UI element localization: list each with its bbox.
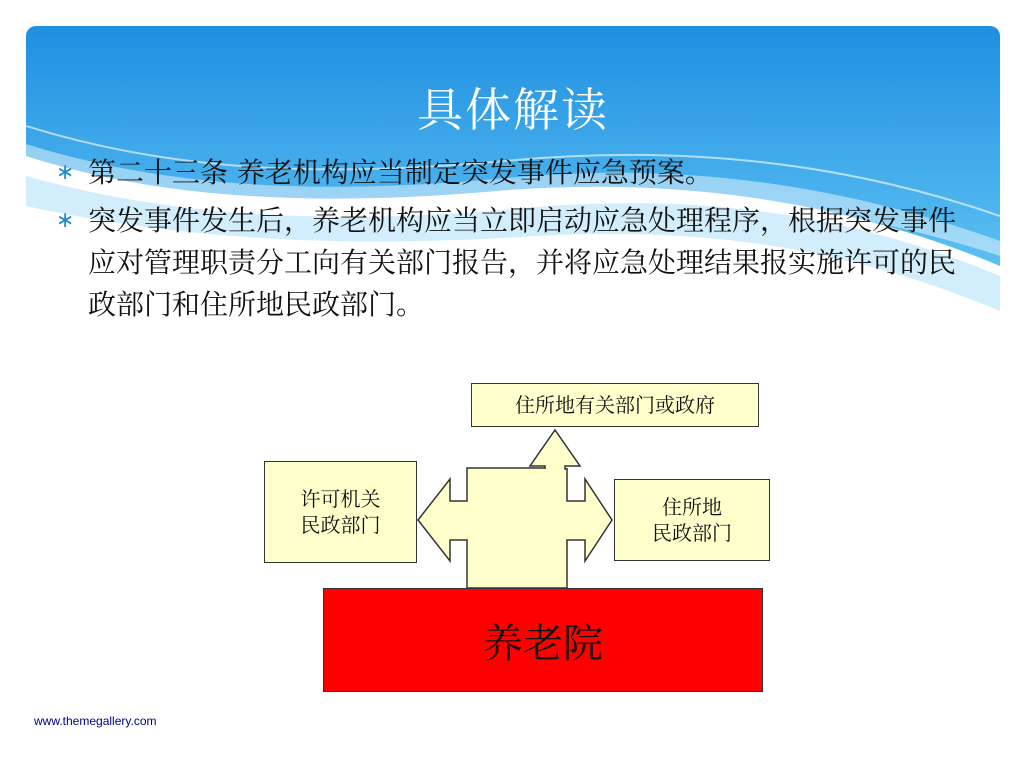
bullet-asterisk-icon: ∗ xyxy=(56,160,75,185)
right-box-line1: 住所地 xyxy=(662,495,722,519)
bullet-text: 第二十三条 养老机构应当制定突发事件应急预案。 xyxy=(88,156,713,189)
top-box-local-authority: 住所地有关部门或政府 xyxy=(471,383,759,427)
footer-url: www.themegallery.com xyxy=(34,714,157,728)
left-box-line2: 民政部门 xyxy=(300,513,381,537)
slide-title: 具体解读 xyxy=(417,83,609,137)
bullet-text: 突发事件发生后，养老机构应当立即启动应急处理程序，根据突发事件应对管理职责分工向有关部门报告，并将应急处理结果报实施许可的民政部门和住所地民政部门。 xyxy=(88,204,957,321)
right-box-local-civil-affairs xyxy=(614,479,770,561)
right-box-line2: 民政部门 xyxy=(652,521,732,545)
center-box-nursing-home: 养老院 xyxy=(323,588,763,692)
left-box-licensing-civil-affairs xyxy=(264,461,417,563)
bullet-asterisk-icon: ∗ xyxy=(56,208,75,233)
cross-arrow-shape xyxy=(418,430,612,588)
left-box-line1: 许可机关 xyxy=(300,487,381,511)
